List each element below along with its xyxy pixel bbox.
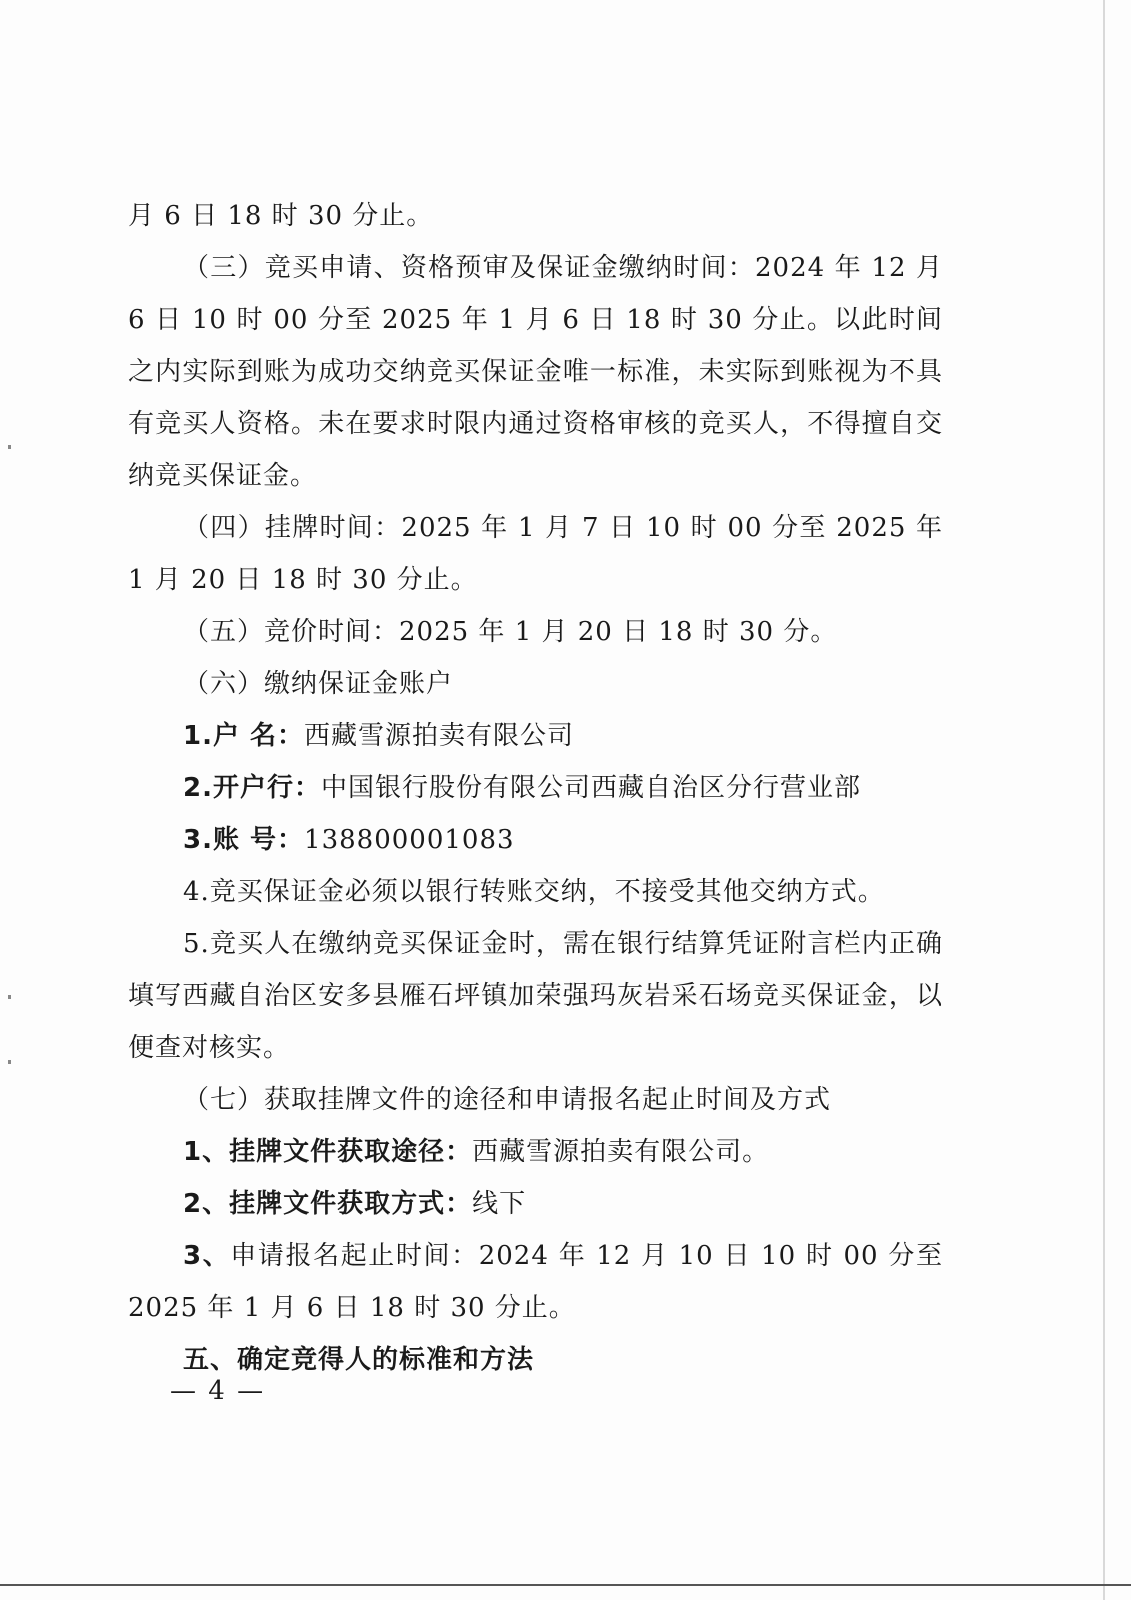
section7-title: （七）获取挂牌文件的途径和申请报名起止时间及方式 — [183, 1085, 832, 1115]
paragraph-deposit-account-title: （六）缴纳保证金账户 — [183, 669, 454, 699]
paragraph-bidding-time: （五）竞价时间：2025 年 1 月 20 日 18 时 30 分。 — [183, 617, 838, 647]
account-name-row — [128, 710, 943, 762]
account-number-value: 138800001083 — [304, 825, 515, 855]
account-name-value: 西藏雪源拍卖有限公司 — [304, 721, 575, 751]
account-bank-row — [128, 762, 943, 814]
account-bank-value: 中国银行股份有限公司西藏自治区分行营业部 — [320, 773, 861, 803]
account-bank-label: 2.开户行： — [183, 773, 321, 803]
section7-item3-value: 申请报名起止时间：2024 年 12 月 10 日 10 时 00 分至 2025 年 1 月 6 日 18 时 30 分止。 — [128, 1241, 943, 1323]
account-number-row — [128, 814, 943, 866]
scan-edge-bottom — [0, 1584, 1131, 1586]
section7-item3 — [128, 1230, 943, 1334]
scan-speck — [8, 1060, 11, 1064]
section7-item1-label: 1、挂牌文件获取途径： — [183, 1137, 473, 1167]
document-body — [128, 190, 943, 1386]
section7-item3-label: 3、 — [183, 1241, 231, 1271]
section7-item1-value: 西藏雪源拍卖有限公司。 — [472, 1137, 770, 1167]
scan-speck — [8, 445, 11, 449]
continued-line: 月 6 日 18 时 30 分止。 — [128, 201, 434, 231]
scan-edge-right — [1103, 0, 1105, 1600]
section7-item2-label: 2、挂牌文件获取方式： — [183, 1189, 473, 1219]
section5-heading: 五、确定竞得人的标准和方法 — [183, 1345, 535, 1375]
account-name-label: 1.户 名： — [183, 721, 305, 751]
page-number: — 4 — — [170, 1376, 266, 1406]
deposit-note-4: 4.竞买保证金必须以银行转账交纳，不接受其他交纳方式。 — [183, 877, 885, 907]
deposit-note-5: 5.竞买人在缴纳竞买保证金时，需在银行结算凭证附言栏内正确填写西藏自治区安多县雁石坪镇加荣强玛灰岩采石场竞买保证金，以便查对核实。 — [128, 929, 943, 1063]
scan-speck — [8, 995, 11, 999]
paragraph-listing-time: （四）挂牌时间：2025 年 1 月 7 日 10 时 00 分至 2025 年 1 月 20 日 18 时 30 分止。 — [128, 513, 943, 595]
paragraph-bidding-deposit-time: （三）竞买申请、资格预审及保证金缴纳时间：2024 年 12 月 6 日 10 时 00 分至 2025 年 1 月 6 日 18 时 30 分止。以此时间之内实际到账为成功交纳竞买保证金唯一标准，未实际到账视为不具有竞买人资格。未在要求时限内通过资格审核的竞买人，不得擅自交纳竞买保证金。 — [128, 253, 943, 491]
section7-item1 — [128, 1126, 943, 1178]
section7-item2-value: 线下 — [472, 1189, 527, 1219]
account-number-label: 3.账 号： — [183, 825, 305, 855]
section7-item2 — [128, 1178, 943, 1230]
